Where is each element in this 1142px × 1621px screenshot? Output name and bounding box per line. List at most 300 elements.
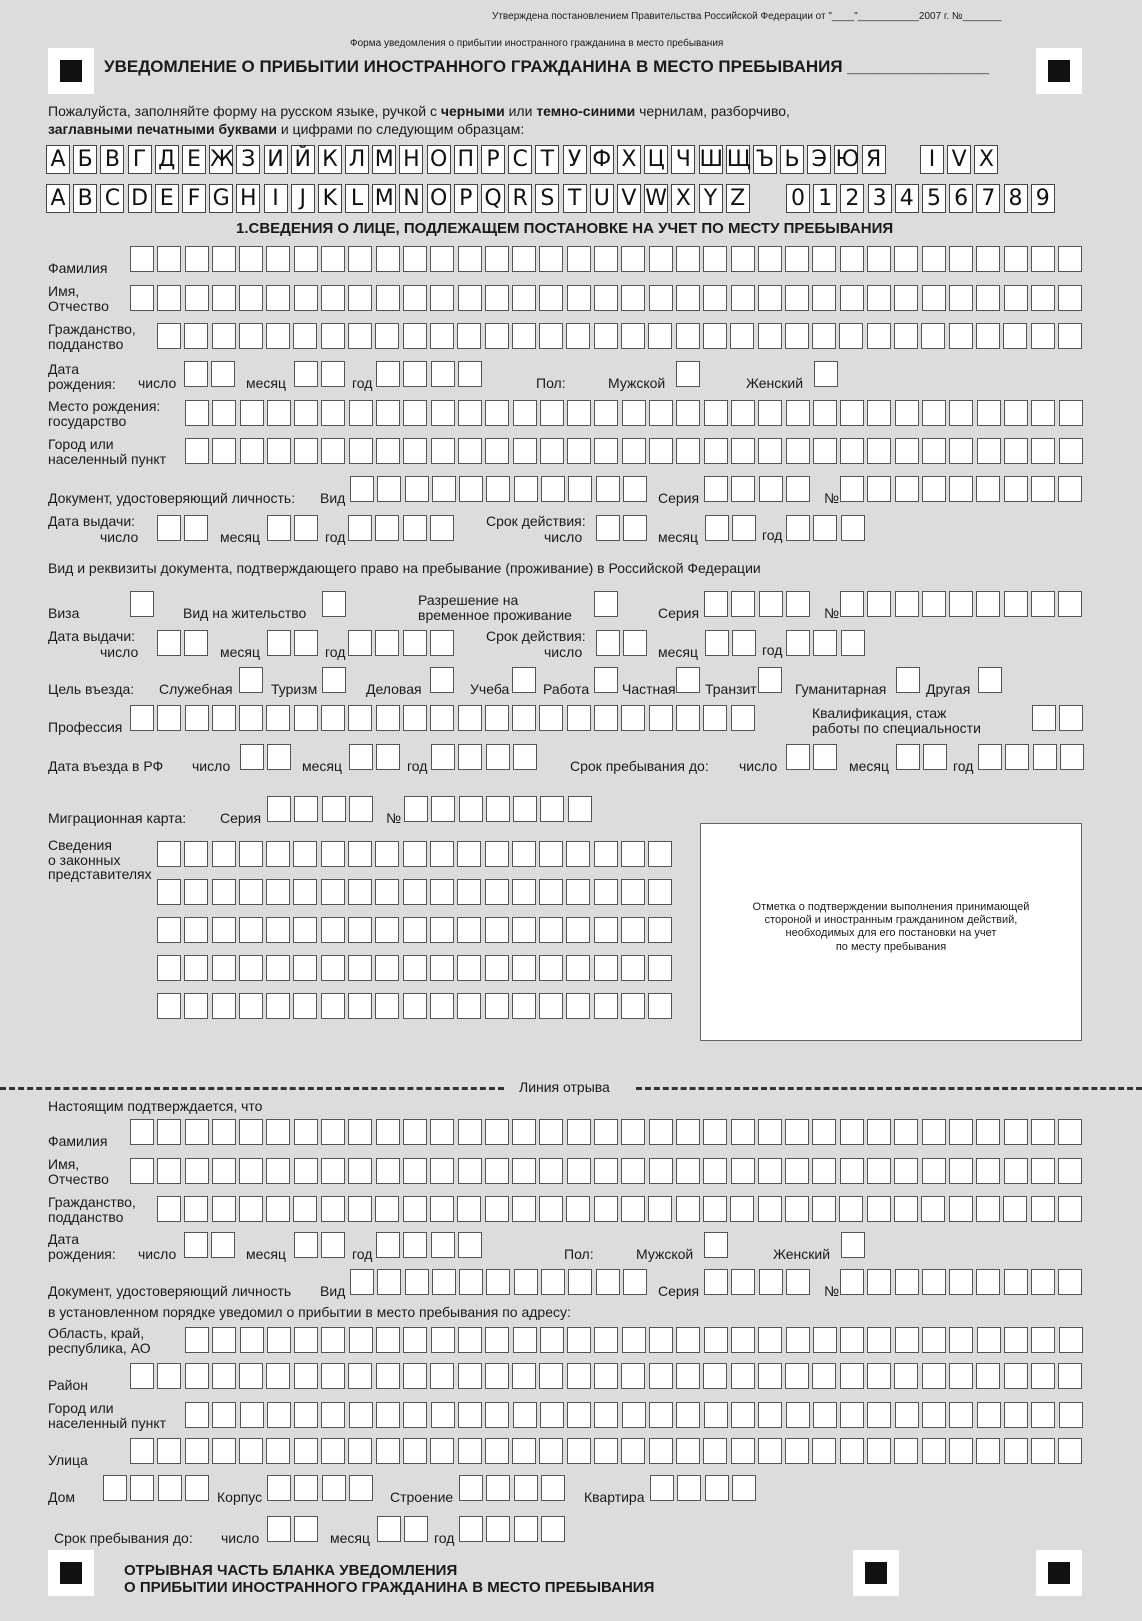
input-cell[interactable] (294, 1158, 318, 1184)
input-cell[interactable] (649, 1158, 673, 1184)
input-cell[interactable] (704, 400, 728, 426)
input-cell[interactable] (703, 285, 727, 311)
input-cell[interactable] (1059, 400, 1083, 426)
input-cell[interactable] (375, 841, 399, 867)
input-cell[interactable] (457, 1196, 481, 1222)
birth-year-cells[interactable] (376, 361, 485, 387)
input-cell[interactable] (785, 1363, 809, 1389)
input-cell[interactable] (377, 1516, 401, 1542)
purpose-tourism-checkbox[interactable] (322, 667, 349, 693)
stay-validity-month-cells[interactable] (705, 630, 760, 656)
input-cell[interactable] (431, 744, 455, 770)
input-cell[interactable] (840, 1438, 864, 1464)
input-cell[interactable] (294, 796, 318, 822)
input-cell[interactable] (267, 1516, 291, 1542)
input-cell[interactable] (949, 1327, 973, 1353)
input-cell[interactable] (267, 438, 291, 464)
input-cell[interactable] (349, 1475, 373, 1501)
input-cell[interactable] (157, 515, 181, 541)
input-cell[interactable] (949, 1158, 973, 1184)
input-cell[interactable] (813, 630, 837, 656)
input-cell[interactable] (321, 1232, 345, 1258)
input-cell[interactable] (321, 993, 345, 1019)
input-cell[interactable] (486, 476, 510, 502)
input-cell[interactable] (212, 917, 236, 943)
tear-citizenship-cells[interactable] (157, 1196, 1085, 1222)
input-cell[interactable] (1031, 476, 1055, 502)
input-cell[interactable] (895, 1402, 919, 1428)
input-cell[interactable] (321, 1327, 345, 1353)
input-cell[interactable] (785, 1158, 809, 1184)
input-cell[interactable] (512, 285, 536, 311)
qualification-cells[interactable] (1032, 705, 1087, 731)
input-cell[interactable] (676, 285, 700, 311)
input-cell[interactable] (976, 1269, 1000, 1295)
input-cell[interactable] (621, 246, 645, 272)
input-cell[interactable] (267, 1327, 291, 1353)
input-cell[interactable] (294, 246, 318, 272)
stay-validity-day-cells[interactable] (596, 630, 651, 656)
input-cell[interactable] (376, 1402, 400, 1428)
input-cell[interactable] (594, 1402, 618, 1428)
input-cell[interactable] (922, 400, 946, 426)
input-cell[interactable] (540, 796, 564, 822)
input-cell[interactable] (485, 323, 509, 349)
input-cell[interactable] (184, 323, 208, 349)
input-cell[interactable] (184, 917, 208, 943)
input-cell[interactable] (540, 438, 564, 464)
input-cell[interactable] (949, 1119, 973, 1145)
input-cell[interactable] (185, 1475, 209, 1501)
input-cell[interactable] (949, 1402, 973, 1428)
input-cell[interactable] (157, 705, 181, 731)
input-cell[interactable] (621, 841, 645, 867)
input-cell[interactable] (758, 1119, 782, 1145)
input-cell[interactable] (894, 1196, 918, 1222)
input-cell[interactable] (348, 917, 372, 943)
input-cell[interactable] (184, 1196, 208, 1222)
input-cell[interactable] (458, 744, 482, 770)
input-cell[interactable] (513, 1327, 537, 1353)
input-cell[interactable] (567, 1438, 591, 1464)
input-cell[interactable] (566, 955, 590, 981)
input-cell[interactable] (731, 1327, 755, 1353)
input-cell[interactable] (376, 246, 400, 272)
input-cell[interactable] (676, 1327, 700, 1353)
input-cell[interactable] (867, 400, 891, 426)
input-cell[interactable] (322, 796, 346, 822)
tear-stay-month-cells[interactable] (377, 1516, 432, 1542)
input-cell[interactable] (539, 1119, 563, 1145)
input-cell[interactable] (566, 879, 590, 905)
input-cell[interactable] (922, 1363, 946, 1389)
input-cell[interactable] (376, 705, 400, 731)
input-cell[interactable] (403, 879, 427, 905)
input-cell[interactable] (321, 400, 345, 426)
input-cell[interactable] (840, 246, 864, 272)
input-cell[interactable] (350, 1269, 374, 1295)
input-cell[interactable] (594, 400, 618, 426)
input-cell[interactable] (485, 285, 509, 311)
input-cell[interactable] (130, 285, 154, 311)
input-cell[interactable] (403, 246, 427, 272)
input-cell[interactable] (348, 879, 372, 905)
input-cell[interactable] (895, 1327, 919, 1353)
input-cell[interactable] (1004, 1363, 1028, 1389)
input-cell[interactable] (786, 400, 810, 426)
input-cell[interactable] (513, 438, 537, 464)
input-cell[interactable] (212, 879, 236, 905)
input-cell[interactable] (676, 323, 700, 349)
input-cell[interactable] (758, 667, 782, 693)
input-cell[interactable] (459, 796, 483, 822)
input-cell[interactable] (266, 705, 290, 731)
stay-until-day-cells[interactable] (786, 744, 841, 770)
input-cell[interactable] (212, 955, 236, 981)
input-cell[interactable] (458, 1327, 482, 1353)
input-cell[interactable] (758, 323, 782, 349)
input-cell[interactable] (403, 630, 427, 656)
input-cell[interactable] (867, 1363, 891, 1389)
street-cells[interactable] (130, 1438, 1085, 1464)
input-cell[interactable] (676, 1158, 700, 1184)
surname-cells[interactable] (130, 246, 1085, 272)
input-cell[interactable] (459, 476, 483, 502)
input-cell[interactable] (321, 1438, 345, 1464)
input-cell[interactable] (185, 438, 209, 464)
input-cell[interactable] (157, 1438, 181, 1464)
input-cell[interactable] (922, 1327, 946, 1353)
input-cell[interactable] (841, 1232, 865, 1258)
input-cell[interactable] (266, 955, 290, 981)
input-cell[interactable] (812, 1196, 836, 1222)
input-cell[interactable] (594, 917, 618, 943)
input-cell[interactable] (486, 744, 510, 770)
input-cell[interactable] (459, 1475, 483, 1501)
input-cell[interactable] (949, 1196, 973, 1222)
input-cell[interactable] (514, 476, 538, 502)
input-cell[interactable] (485, 1158, 509, 1184)
input-cell[interactable] (430, 1158, 454, 1184)
input-cell[interactable] (513, 400, 537, 426)
input-cell[interactable] (376, 1327, 400, 1353)
input-cell[interactable] (458, 400, 482, 426)
input-cell[interactable] (622, 1402, 646, 1428)
input-cell[interactable] (867, 1119, 891, 1145)
input-cell[interactable] (704, 1402, 728, 1428)
input-cell[interactable] (185, 1158, 209, 1184)
input-cell[interactable] (621, 285, 645, 311)
input-cell[interactable] (758, 1158, 782, 1184)
input-cell[interactable] (649, 285, 673, 311)
region-cells[interactable] (185, 1327, 1086, 1353)
input-cell[interactable] (703, 1438, 727, 1464)
input-cell[interactable] (812, 1119, 836, 1145)
input-cell[interactable] (458, 285, 482, 311)
input-cell[interactable] (976, 1438, 1000, 1464)
input-cell[interactable] (376, 285, 400, 311)
input-cell[interactable] (703, 1158, 727, 1184)
input-cell[interactable] (185, 1119, 209, 1145)
input-cell[interactable] (812, 1158, 836, 1184)
input-cell[interactable] (1005, 744, 1029, 770)
input-cell[interactable] (294, 1516, 318, 1542)
input-cell[interactable] (759, 1269, 783, 1295)
input-cell[interactable] (321, 323, 345, 349)
input-cell[interactable] (650, 1475, 674, 1501)
input-cell[interactable] (130, 246, 154, 272)
validity-year-cells[interactable] (786, 515, 868, 541)
birth-month-cells[interactable] (294, 361, 349, 387)
input-cell[interactable] (240, 1402, 264, 1428)
input-cell[interactable] (1004, 1158, 1028, 1184)
input-cell[interactable] (949, 1438, 973, 1464)
input-cell[interactable] (841, 515, 865, 541)
input-cell[interactable] (703, 1196, 727, 1222)
input-cell[interactable] (212, 1119, 236, 1145)
input-cell[interactable] (485, 1402, 509, 1428)
input-cell[interactable] (594, 667, 618, 693)
input-cell[interactable] (1004, 438, 1028, 464)
input-cell[interactable] (623, 476, 647, 502)
input-cell[interactable] (348, 705, 372, 731)
input-cell[interactable] (512, 993, 536, 1019)
input-cell[interactable] (403, 400, 427, 426)
input-cell[interactable] (894, 1363, 918, 1389)
input-cell[interactable] (130, 1363, 154, 1389)
input-cell[interactable] (266, 993, 290, 1019)
input-cell[interactable] (895, 438, 919, 464)
input-cell[interactable] (403, 1196, 427, 1222)
purpose-other-checkbox[interactable] (978, 667, 1005, 693)
input-cell[interactable] (1031, 1196, 1055, 1222)
birth-day-cells[interactable] (184, 361, 239, 387)
input-cell[interactable] (813, 400, 837, 426)
input-cell[interactable] (921, 323, 945, 349)
input-cell[interactable] (758, 1327, 782, 1353)
tear-id-series-cells[interactable] (704, 1269, 813, 1295)
input-cell[interactable] (949, 1363, 973, 1389)
input-cell[interactable] (458, 1119, 482, 1145)
tear-birth-month-cells[interactable] (294, 1232, 349, 1258)
input-cell[interactable] (976, 1119, 1000, 1145)
input-cell[interactable] (786, 630, 810, 656)
citizenship-cells[interactable] (157, 323, 1085, 349)
input-cell[interactable] (594, 1438, 618, 1464)
representatives-cells-4[interactable] (157, 955, 676, 981)
input-cell[interactable] (541, 1516, 565, 1542)
input-cell[interactable] (184, 361, 208, 387)
input-cell[interactable] (458, 1402, 482, 1428)
input-cell[interactable] (921, 1196, 945, 1222)
validity-day-cells[interactable] (596, 515, 651, 541)
input-cell[interactable] (1004, 1269, 1028, 1295)
input-cell[interactable] (485, 1119, 509, 1145)
input-cell[interactable] (158, 1475, 182, 1501)
female-checkbox[interactable] (814, 361, 841, 387)
input-cell[interactable] (896, 744, 920, 770)
male-checkbox[interactable] (676, 361, 703, 387)
input-cell[interactable] (540, 1327, 564, 1353)
input-cell[interactable] (239, 323, 263, 349)
input-cell[interactable] (596, 515, 620, 541)
stay-issue-month-cells[interactable] (267, 630, 322, 656)
input-cell[interactable] (1032, 705, 1056, 731)
input-cell[interactable] (321, 285, 345, 311)
profession-cells[interactable] (130, 705, 758, 731)
input-cell[interactable] (486, 1269, 510, 1295)
input-cell[interactable] (922, 1119, 946, 1145)
input-cell[interactable] (758, 1196, 782, 1222)
input-cell[interactable] (1003, 1196, 1027, 1222)
input-cell[interactable] (321, 955, 345, 981)
input-cell[interactable] (759, 476, 783, 502)
input-cell[interactable] (594, 841, 618, 867)
input-cell[interactable] (157, 993, 181, 1019)
input-cell[interactable] (922, 1269, 946, 1295)
input-cell[interactable] (184, 955, 208, 981)
input-cell[interactable] (349, 744, 373, 770)
input-cell[interactable] (322, 667, 346, 693)
input-cell[interactable] (621, 879, 645, 905)
input-cell[interactable] (512, 879, 536, 905)
input-cell[interactable] (375, 917, 399, 943)
input-cell[interactable] (649, 1438, 673, 1464)
input-cell[interactable] (594, 993, 618, 1019)
input-cell[interactable] (430, 285, 454, 311)
input-cell[interactable] (922, 1402, 946, 1428)
representatives-cells-1[interactable] (157, 841, 676, 867)
input-cell[interactable] (1003, 323, 1027, 349)
input-cell[interactable] (621, 1363, 645, 1389)
input-cell[interactable] (867, 323, 891, 349)
input-cell[interactable] (512, 1158, 536, 1184)
input-cell[interactable] (485, 400, 509, 426)
input-cell[interactable] (1004, 591, 1028, 617)
input-cell[interactable] (349, 1402, 373, 1428)
input-cell[interactable] (212, 993, 236, 1019)
input-cell[interactable] (267, 744, 291, 770)
input-cell[interactable] (567, 705, 591, 731)
input-cell[interactable] (430, 630, 454, 656)
input-cell[interactable] (731, 705, 755, 731)
input-cell[interactable] (184, 841, 208, 867)
input-cell[interactable] (458, 246, 482, 272)
tear-city-cells[interactable] (185, 1402, 1086, 1428)
input-cell[interactable] (431, 400, 455, 426)
input-cell[interactable] (431, 796, 455, 822)
input-cell[interactable] (730, 323, 754, 349)
input-cell[interactable] (596, 1269, 620, 1295)
input-cell[interactable] (731, 1438, 755, 1464)
input-cell[interactable] (895, 476, 919, 502)
input-cell[interactable] (841, 630, 865, 656)
input-cell[interactable] (977, 1327, 1001, 1353)
input-cell[interactable] (622, 438, 646, 464)
input-cell[interactable] (348, 1158, 372, 1184)
input-cell[interactable] (403, 705, 427, 731)
input-cell[interactable] (1031, 1363, 1055, 1389)
input-cell[interactable] (266, 1363, 290, 1389)
input-cell[interactable] (485, 705, 509, 731)
birth-country-cells[interactable] (185, 400, 1086, 426)
input-cell[interactable] (867, 1158, 891, 1184)
input-cell[interactable] (594, 1196, 618, 1222)
input-cell[interactable] (430, 993, 454, 1019)
input-cell[interactable] (1031, 1438, 1055, 1464)
input-cell[interactable] (648, 879, 672, 905)
input-cell[interactable] (705, 1475, 729, 1501)
input-cell[interactable] (403, 361, 427, 387)
input-cell[interactable] (457, 879, 481, 905)
input-cell[interactable] (867, 1269, 891, 1295)
input-cell[interactable] (649, 1119, 673, 1145)
input-cell[interactable] (840, 1269, 864, 1295)
input-cell[interactable] (1059, 705, 1083, 731)
input-cell[interactable] (786, 591, 810, 617)
input-cell[interactable] (240, 400, 264, 426)
input-cell[interactable] (1031, 1327, 1055, 1353)
input-cell[interactable] (403, 1232, 427, 1258)
input-cell[interactable] (648, 323, 672, 349)
tear-name-cells[interactable] (130, 1158, 1085, 1184)
input-cell[interactable] (212, 285, 236, 311)
input-cell[interactable] (430, 917, 454, 943)
input-cell[interactable] (239, 879, 263, 905)
input-cell[interactable] (621, 1196, 645, 1222)
stay-validity-year-cells[interactable] (786, 630, 868, 656)
input-cell[interactable] (376, 361, 400, 387)
house-cells[interactable] (103, 1475, 212, 1501)
building-cells[interactable] (267, 1475, 376, 1501)
input-cell[interactable] (458, 1363, 482, 1389)
input-cell[interactable] (321, 1363, 345, 1389)
input-cell[interactable] (321, 917, 345, 943)
migration-card-number-cells[interactable] (404, 796, 595, 822)
input-cell[interactable] (1058, 1269, 1082, 1295)
input-cell[interactable] (403, 323, 427, 349)
input-cell[interactable] (566, 841, 590, 867)
input-cell[interactable] (267, 400, 291, 426)
input-cell[interactable] (840, 1363, 864, 1389)
input-cell[interactable] (648, 993, 672, 1019)
input-cell[interactable] (648, 841, 672, 867)
input-cell[interactable] (785, 246, 809, 272)
input-cell[interactable] (458, 1158, 482, 1184)
input-cell[interactable] (211, 361, 235, 387)
input-cell[interactable] (430, 841, 454, 867)
input-cell[interactable] (785, 323, 809, 349)
input-cell[interactable] (594, 1327, 618, 1353)
input-cell[interactable] (977, 1402, 1001, 1428)
input-cell[interactable] (567, 246, 591, 272)
input-cell[interactable] (813, 744, 837, 770)
input-cell[interactable] (376, 744, 400, 770)
input-cell[interactable] (130, 591, 154, 617)
input-cell[interactable] (677, 1475, 701, 1501)
input-cell[interactable] (894, 1158, 918, 1184)
input-cell[interactable] (458, 1438, 482, 1464)
input-cell[interactable] (1058, 285, 1082, 311)
input-cell[interactable] (704, 1269, 728, 1295)
input-cell[interactable] (676, 1119, 700, 1145)
input-cell[interactable] (894, 323, 918, 349)
input-cell[interactable] (704, 1327, 728, 1353)
input-cell[interactable] (430, 667, 454, 693)
input-cell[interactable] (594, 285, 618, 311)
input-cell[interactable] (596, 476, 620, 502)
input-cell[interactable] (130, 1119, 154, 1145)
